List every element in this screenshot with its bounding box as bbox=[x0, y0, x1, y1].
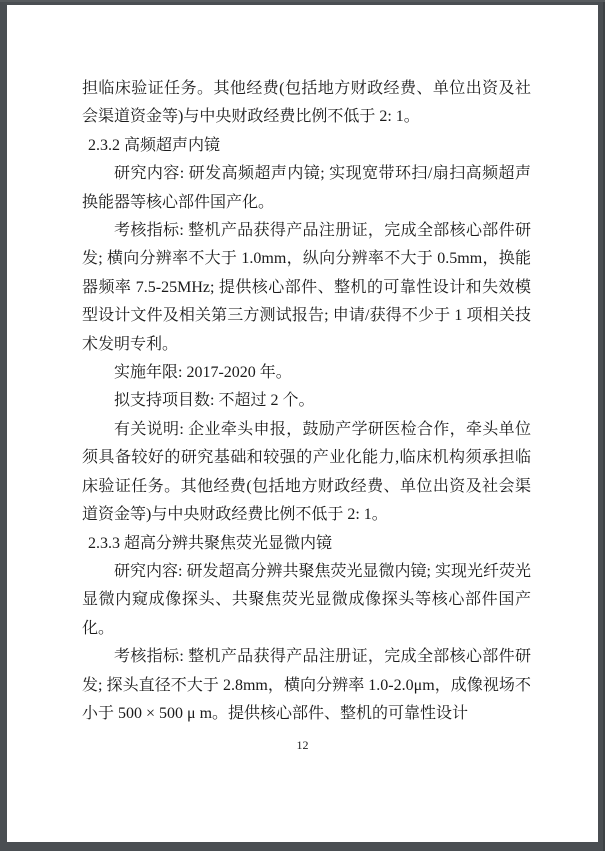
para-assessment-indicators-2-3-3: 考核指标: 整机产品获得产品注册证，完成全部核心部件研发; 探头直径不大于 2.8mm，横向分辨率 1.0-2.0μm，成像视场不小于 500 × 500 μ m。提供核心部件、整机的可靠性设计 bbox=[82, 648, 531, 722]
para-supported-project-count-2-3-2: 拟支持项目数: 不超过 2 个。 bbox=[114, 392, 315, 410]
para-research-content-2-3-2: 研究内容: 研发高频超声内镜; 实现宽带环扫/扇扫高频超声换能器等核心部件国产化。 bbox=[82, 165, 531, 211]
heading-2-3-2-high-frequency-ultrasound-endoscope: 2.3.2 高频超声内镜 bbox=[88, 136, 221, 154]
page-text-block bbox=[82, 75, 531, 728]
para-implementation-period-2-3-2: 实施年限: 2017-2020 年。 bbox=[114, 364, 292, 382]
page-number: 12 bbox=[296, 738, 309, 752]
para-research-content-2-3-3: 研究内容: 研发超高分辨共聚焦荧光显微内镜; 实现光纤荧光显微内窥成像探头、共聚焦荧光显微成像探头等核心部件国产化。 bbox=[82, 562, 531, 637]
document-page bbox=[7, 5, 598, 842]
heading-2-3-3-confocal-fluorescence-micro-endoscope: 2.3.3 超高分辨共聚焦荧光显微内镜 bbox=[88, 534, 333, 552]
para-related-notes-2-3-2: 有关说明: 企业牵头申报，鼓励产学研医检合作，牵头单位须具备较好的研究基础和较强的产业化能力,临床机构须承担临床验证任务。其他经费(包括地方财政经费、单位出资及社会渠道资金等)与中央财政经费比例不低于 2: 1。 bbox=[82, 420, 531, 524]
para-other-funding-continuation: 担临床验证任务。其他经费(包括地方财政经费、单位出资及社会渠道资金等)与中央财政经费比例不低于 2: 1。 bbox=[82, 80, 531, 126]
para-assessment-indicators-2-3-2: 考核指标: 整机产品获得产品注册证，完成全部核心部件研发; 横向分辨率不大于 1.0mm，纵向分辨率不大于 0.5mm，换能器频率 7.5-25MHz; 提供核心部件、整机的可靠性设计和失效模型设计文件及相关第三方测试报告; 申请/获得不少于 1 项相关技术发明专利。 bbox=[82, 222, 531, 353]
